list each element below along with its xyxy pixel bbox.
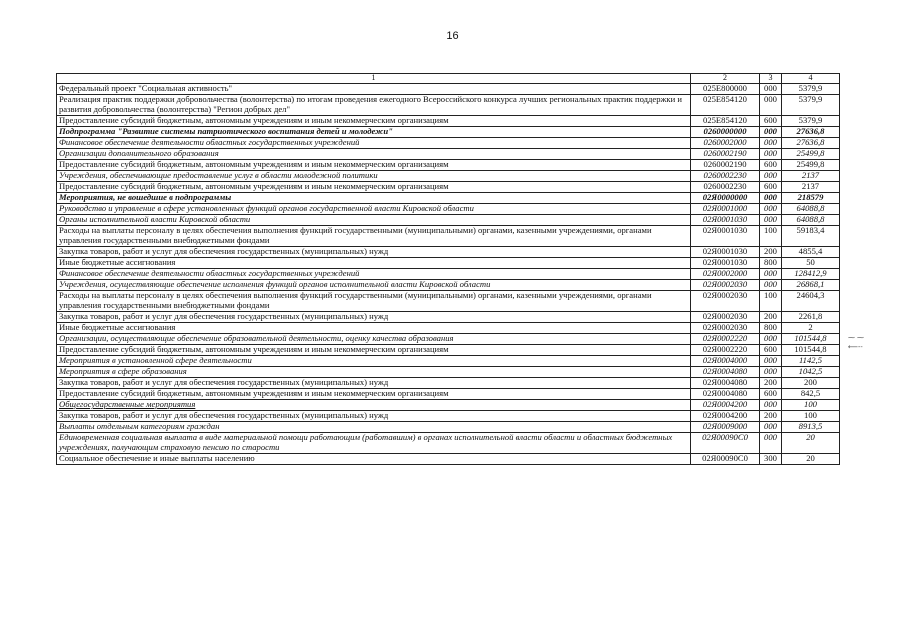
- row-description: Подпрограмма "Развитие системы патриотического воспитания детей и молодежи": [57, 127, 691, 138]
- row-expense-type: 000: [760, 422, 782, 433]
- row-amount: 20: [782, 454, 840, 465]
- table-row: [57, 160, 840, 171]
- row-code: 0260002190: [691, 160, 760, 171]
- row-description: Предоставление субсидий бюджетным, автономным учреждениям и иным некоммерческим организациям: [57, 182, 691, 193]
- row-expense-type: 100: [760, 291, 782, 312]
- row-expense-type: 600: [760, 182, 782, 193]
- row-expense-type: 200: [760, 247, 782, 258]
- row-code: 025E854120: [691, 116, 760, 127]
- row-amount: 25499,8: [782, 160, 840, 171]
- row-code: 02Я0001030: [691, 226, 760, 247]
- row-code: 02Я0001000: [691, 204, 760, 215]
- budget-table: [56, 73, 840, 465]
- row-code: 02Я0009000: [691, 422, 760, 433]
- header-cell-1: 1: [57, 74, 691, 84]
- row-code: 02Я0002030: [691, 291, 760, 312]
- table-row: [57, 182, 840, 193]
- row-code: 0260002190: [691, 149, 760, 160]
- table-row: [57, 171, 840, 182]
- table-row: [57, 422, 840, 433]
- table-row: [57, 345, 840, 356]
- row-expense-type: 000: [760, 138, 782, 149]
- margin-scribble-arrow: ⟵‑‑: [848, 344, 863, 351]
- row-code: 02Я0002030: [691, 280, 760, 291]
- table-row: [57, 193, 840, 204]
- row-description: Предоставление субсидий бюджетным, автономным учреждениям и иным некоммерческим организациям: [57, 345, 691, 356]
- table-row: [57, 226, 840, 247]
- row-expense-type: 000: [760, 84, 782, 95]
- row-expense-type: 600: [760, 389, 782, 400]
- row-description: Руководство и управление в сфере установленных функций органов государственной власти Кировской области: [57, 204, 691, 215]
- row-expense-type: 000: [760, 400, 782, 411]
- row-expense-type: 100: [760, 226, 782, 247]
- table-row: [57, 389, 840, 400]
- row-amount: 2261,8: [782, 312, 840, 323]
- row-description: Финансовое обеспечение деятельности областных государственных учреждений: [57, 269, 691, 280]
- row-description: Иные бюджетные ассигнования: [57, 258, 691, 269]
- row-expense-type: 200: [760, 312, 782, 323]
- row-code: 02Я0002220: [691, 345, 760, 356]
- row-description: Выплаты отдельным категориям граждан: [57, 422, 691, 433]
- row-amount: 27636,8: [782, 138, 840, 149]
- row-amount: 101544,8: [782, 334, 840, 345]
- row-description: Расходы на выплаты персоналу в целях обеспечения выполнения функций государственными (муниципальными) органами, казенными учреждениями, органами управления государственными внебюджетными фондами: [57, 291, 691, 312]
- row-code: 02Я0004000: [691, 356, 760, 367]
- row-description: Расходы на выплаты персоналу в целях обеспечения выполнения функций государственными (муниципальными) органами, казенными учреждениями, органами управления государственными внебюджетными фондами: [57, 226, 691, 247]
- table-row: [57, 247, 840, 258]
- row-amount: 4855,4: [782, 247, 840, 258]
- row-amount: 20: [782, 433, 840, 454]
- table-row: [57, 356, 840, 367]
- table-row: [57, 411, 840, 422]
- row-expense-type: 000: [760, 215, 782, 226]
- row-amount: 2137: [782, 171, 840, 182]
- row-code: 0260000000: [691, 127, 760, 138]
- table-row: [57, 291, 840, 312]
- header-cell-2: 2: [691, 74, 760, 84]
- row-description: Мероприятия, не вошедшие в подпрограммы: [57, 193, 691, 204]
- row-code: 02Я0002030: [691, 323, 760, 334]
- row-expense-type: 600: [760, 160, 782, 171]
- row-code: 02Я0004080: [691, 389, 760, 400]
- table-row: [57, 84, 840, 95]
- row-amount: 59183,4: [782, 226, 840, 247]
- row-amount: 8913,5: [782, 422, 840, 433]
- row-expense-type: 800: [760, 258, 782, 269]
- row-expense-type: 000: [760, 433, 782, 454]
- row-expense-type: 600: [760, 116, 782, 127]
- table-row: [57, 149, 840, 160]
- row-amount: 5379,9: [782, 95, 840, 116]
- row-code: 02Я0004080: [691, 367, 760, 378]
- table-row: [57, 215, 840, 226]
- row-code: 02Я00090С0: [691, 454, 760, 465]
- row-amount: 100: [782, 400, 840, 411]
- row-expense-type: 800: [760, 323, 782, 334]
- row-code: 02Я0002030: [691, 312, 760, 323]
- table-row: [57, 400, 840, 411]
- row-amount: 101544,8: [782, 345, 840, 356]
- row-amount: 27636,8: [782, 127, 840, 138]
- table-header-row: [57, 74, 840, 84]
- row-amount: 64088,8: [782, 215, 840, 226]
- row-description: Федеральный проект "Социальная активность": [57, 84, 691, 95]
- row-description: Организации, осуществляющие обеспечение образовательной деятельности, оценку качества образования: [57, 334, 691, 345]
- row-amount: 50: [782, 258, 840, 269]
- table-row: [57, 454, 840, 465]
- row-expense-type: 200: [760, 378, 782, 389]
- row-amount: 842,5: [782, 389, 840, 400]
- row-code: 0260002230: [691, 171, 760, 182]
- row-amount: 2: [782, 323, 840, 334]
- row-description: Закупка товаров, работ и услуг для обеспечения государственных (муниципальных) нужд: [57, 411, 691, 422]
- table-row: [57, 269, 840, 280]
- row-amount: 64088,8: [782, 204, 840, 215]
- table-row: [57, 138, 840, 149]
- row-description: Общегосударственные мероприятия: [57, 400, 691, 411]
- row-expense-type: 200: [760, 411, 782, 422]
- table-row: [57, 323, 840, 334]
- row-code: 02Я0001030: [691, 247, 760, 258]
- table-row: [57, 334, 840, 345]
- row-code: 02Я0002000: [691, 269, 760, 280]
- row-description: Иные бюджетные ассигнования: [57, 323, 691, 334]
- header-cell-3: 3: [760, 74, 782, 84]
- row-code: 02Я0001030: [691, 215, 760, 226]
- table-row: [57, 378, 840, 389]
- row-code: 0260002000: [691, 138, 760, 149]
- row-amount: 200: [782, 378, 840, 389]
- row-expense-type: 000: [760, 356, 782, 367]
- row-amount: 5379,9: [782, 116, 840, 127]
- row-description: Закупка товаров, работ и услуг для обеспечения государственных (муниципальных) нужд: [57, 378, 691, 389]
- row-description: Мероприятия в сфере образования: [57, 367, 691, 378]
- row-amount: 1142,5: [782, 356, 840, 367]
- margin-scribble: ⁓ ⁓: [848, 335, 864, 342]
- row-code: 02Я0004200: [691, 400, 760, 411]
- row-code: 025E854120: [691, 95, 760, 116]
- row-code: 02Я0002220: [691, 334, 760, 345]
- table-row: [57, 204, 840, 215]
- row-amount: 26868,1: [782, 280, 840, 291]
- row-expense-type: 000: [760, 171, 782, 182]
- table-row: [57, 116, 840, 127]
- row-amount: 5379,9: [782, 84, 840, 95]
- row-amount: 24604,3: [782, 291, 840, 312]
- table-row: [57, 280, 840, 291]
- row-description: Предоставление субсидий бюджетным, автономным учреждениям и иным некоммерческим организациям: [57, 389, 691, 400]
- row-description: Учреждения, обеспечивающие предоставление услуг в области молодежной политики: [57, 171, 691, 182]
- table-row: [57, 433, 840, 454]
- row-description: Учреждения, осуществляющие обеспечение исполнения функций органов исполнительной власти Кировской области: [57, 280, 691, 291]
- row-amount: 25499,8: [782, 149, 840, 160]
- row-amount: 100: [782, 411, 840, 422]
- table-row: [57, 312, 840, 323]
- row-description: Финансовое обеспечение деятельности областных государственных учреждений: [57, 138, 691, 149]
- row-expense-type: 600: [760, 345, 782, 356]
- row-expense-type: 000: [760, 204, 782, 215]
- row-expense-type: 300: [760, 454, 782, 465]
- row-code: 02Я0000000: [691, 193, 760, 204]
- row-amount: 2137: [782, 182, 840, 193]
- row-description: Закупка товаров, работ и услуг для обеспечения государственных (муниципальных) нужд: [57, 247, 691, 258]
- row-expense-type: 000: [760, 269, 782, 280]
- row-expense-type: 000: [760, 193, 782, 204]
- row-description: Предоставление субсидий бюджетным, автономным учреждениям и иным некоммерческим организациям: [57, 160, 691, 171]
- row-expense-type: 000: [760, 127, 782, 138]
- row-code: 025E800000: [691, 84, 760, 95]
- page-number: 16: [446, 30, 459, 42]
- row-description: Органы исполнительной власти Кировской области: [57, 215, 691, 226]
- row-description: Предоставление субсидий бюджетным, автономным учреждениям и иным некоммерческим организациям: [57, 116, 691, 127]
- table-row: [57, 367, 840, 378]
- row-expense-type: 000: [760, 95, 782, 116]
- row-description: Мероприятия в установленной сфере деятельности: [57, 356, 691, 367]
- row-expense-type: 000: [760, 280, 782, 291]
- table-row: [57, 127, 840, 138]
- row-amount: 128412,9: [782, 269, 840, 280]
- row-code: 02Я00090С0: [691, 433, 760, 454]
- row-code: 02Я0004080: [691, 378, 760, 389]
- row-expense-type: 000: [760, 334, 782, 345]
- table-row: [57, 258, 840, 269]
- table-row: [57, 95, 840, 116]
- row-description: Организации дополнительного образования: [57, 149, 691, 160]
- row-description: Единовременная социальная выплата в виде материальной помощи работающим (работавшим) в органах исполнительной власти области и областных бюджетных учреждениях, получающим страховую пенсию по старости: [57, 433, 691, 454]
- row-code: 02Я0001030: [691, 258, 760, 269]
- row-amount: 1042,5: [782, 367, 840, 378]
- row-description: Закупка товаров, работ и услуг для обеспечения государственных (муниципальных) нужд: [57, 312, 691, 323]
- row-code: 0260002230: [691, 182, 760, 193]
- header-cell-4: 4: [782, 74, 840, 84]
- row-expense-type: 000: [760, 149, 782, 160]
- row-description: Реализация практик поддержки добровольчества (волонтерства) по итогам проведения ежегодного Всероссийского конкурса лучших региональных практик поддержки и развития добровольчества (волонтерства) "Регион добрых дел": [57, 95, 691, 116]
- row-description: Социальное обеспечение и иные выплаты населению: [57, 454, 691, 465]
- row-code: 02Я0004200: [691, 411, 760, 422]
- row-amount: 218579: [782, 193, 840, 204]
- row-expense-type: 000: [760, 367, 782, 378]
